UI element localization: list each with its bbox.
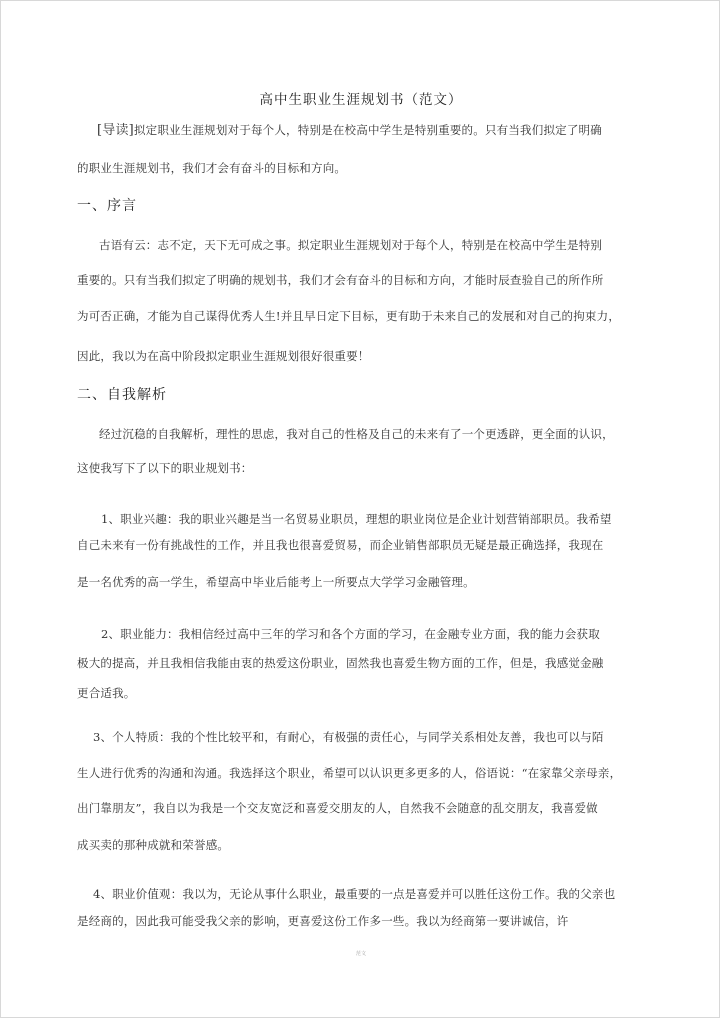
list-item-line: 出门靠朋友”，我自以为我是一个交友宽泛和喜爱交朋友的人，自然我不会随意的乱交朋友，我喜爱做: [77, 801, 598, 815]
list-item-line: 更合适我。: [77, 686, 136, 700]
paragraph-line: 经过沉稳的自我解析，理性的思虑，我对自己的性格及自己的未来有了一个更透辟，更全面的认识，: [99, 427, 614, 441]
paragraph-line: 古语有云：志不定，天下无可成之事。拟定职业生涯规划对于每个人，特别是在校高中学生是特别: [99, 238, 603, 252]
document-title: 高中生职业生涯规划书（范文）: [259, 92, 463, 108]
footer-mark: 范文: [355, 951, 366, 957]
list-item-line: 成买卖的那种成就和荣誉感。: [77, 838, 230, 852]
list-item-line: 生人进行优秀的沟通和沟通。我选择这个职业，希望可以认识更多更多的人，俗语说：“在家靠父亲母亲，: [77, 766, 622, 780]
intro-text: 拟定职业生涯规划对于每个人，特别是在校高中学生是特别重要的。只有当我们拟定了明确: [133, 123, 602, 137]
intro-tag: [导读]: [97, 123, 134, 138]
intro-paragraph-line: 的职业生涯规划书，我们才会有奋斗的目标和方向。: [77, 161, 347, 175]
section-heading-preface: 一、序言: [77, 198, 137, 214]
paragraph-line: 为可否正确，才能为自己谋得优秀人生!并且早日定下目标，更有助于未来自己的发展和对自己的拘束力，: [77, 309, 621, 323]
paragraph-line: 因此，我以为在高中阶段拟定职业生涯规划很好很重要！: [77, 349, 370, 363]
list-item-line: 3、个人特质：我的个性比较平和，有耐心，有极强的责任心，与同学关系相处友善，我也可以与陌: [93, 730, 604, 744]
list-item-line: 1、职业兴趣：我的职业兴趣是当一名贸易业职员，理想的职业岗位是企业计划营销部职员。我希望: [101, 512, 612, 526]
paragraph-line: 这使我写下了以下的职业规划书：: [77, 461, 253, 475]
list-item-line: 是一名优秀的高一学生，希望高中毕业后能考上一所要点大学学习金融管理。: [77, 575, 475, 589]
paragraph-line: 重要的。只有当我们拟定了明确的规划书，我们才会有奋斗的目标和方向，才能时辰查验自己的所作所: [77, 273, 604, 287]
intro-paragraph-line: [97, 122, 602, 139]
list-item-line: 2、职业能力：我相信经过高中三年的学习和各个方面的学习，在金融专业方面，我的能力会获取: [101, 627, 600, 641]
section-heading-self-analysis: 二、自我解析: [77, 387, 167, 403]
list-item-line: 4、职业价值观：我以为，无论从事什么职业，最重要的一点是喜爱并可以胜任这份工作。我的父亲也: [93, 887, 616, 901]
list-item-line: 极大的提高，并且我相信我能由衷的热爱这份职业，固然我也喜爱生物方面的工作，但是，我感觉金融: [77, 656, 604, 670]
list-item-line: 是经商的，因此我可能受我父亲的影响，更喜爱这份工作多一些。我以为经商第一要讲诚信，许: [77, 914, 569, 928]
list-item-line: 自己未来有一份有挑战性的工作，并且我也很喜爱贸易，而企业销售部职员无疑是最正确选择，我现在: [77, 538, 604, 552]
